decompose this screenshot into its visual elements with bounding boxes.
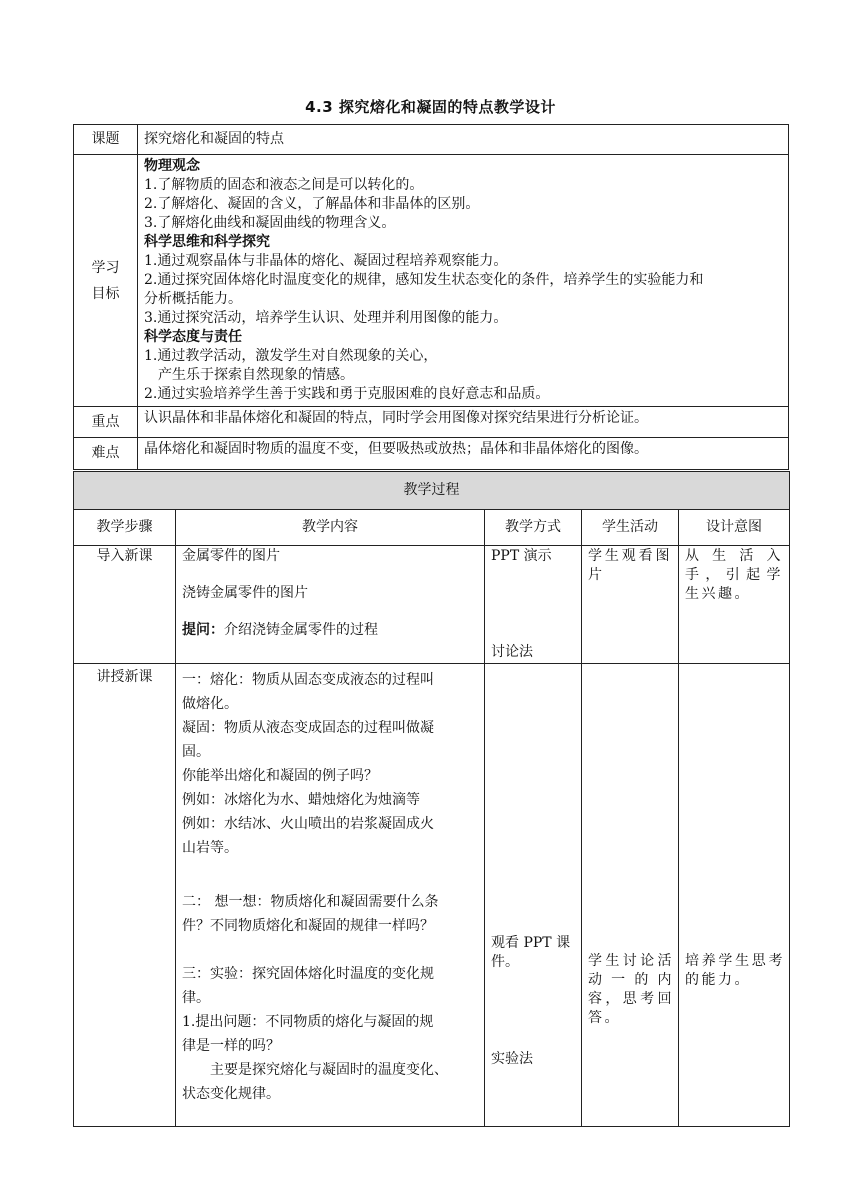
process-title: 教学过程	[74, 472, 790, 510]
objective-item: 1.通过教学活动，激发学生对自然现象的关心，	[144, 348, 438, 364]
intent-cell: 从生活入手，引起学生兴趣。	[679, 546, 790, 664]
method-cell	[485, 664, 582, 1127]
content-line: 二： 想一想：物质熔化和凝固需要什么条	[182, 894, 439, 910]
content-line: 浇铸金属零件的图片	[182, 585, 308, 601]
topic-value: 探究熔化和凝固的特点	[138, 125, 789, 155]
content-line: 做熔化。	[182, 696, 238, 712]
content-line: 件？不同物质熔化和凝固的规律一样吗？	[182, 918, 434, 934]
objective-item: 1.通过观察晶体与非晶体的熔化、凝固过程培养观察能力。	[144, 253, 508, 269]
activity-cell: 学生观看图片	[582, 546, 679, 664]
key-point-label: 重点	[74, 407, 138, 438]
page-title: 4.3 探究熔化和凝固的特点教学设计	[305, 98, 556, 116]
objective-item: 产生乐于探索自然现象的情感。	[158, 367, 354, 383]
content-line: 律是一样的吗？	[182, 1038, 280, 1054]
objective-item: 1.了解物质的固态和液态之间是可以转化的。	[144, 177, 424, 193]
question-line	[182, 621, 478, 640]
objective-heading: 科学态度与责任	[144, 329, 242, 345]
column-header: 教学方式	[485, 510, 582, 546]
objectives-label-line1: 学习	[91, 259, 120, 276]
question-label: 提问：	[182, 622, 224, 638]
objective-item: 2.通过探究固体熔化时温度变化的规律，感知发生状态变化的条件，培养学生的实验能力和	[144, 272, 704, 288]
content-line: 状态变化规律。	[182, 1086, 280, 1102]
activity-cell	[582, 664, 679, 1127]
method-cell	[485, 546, 582, 664]
objective-item: 2.通过实验培养学生善于实践和勇于克服困难的良好意志和品质。	[144, 386, 550, 402]
content-line: 金属零件的图片	[182, 548, 280, 564]
content-line: 例如：冰熔化为水、蜡烛熔化为烛滴等	[182, 792, 420, 808]
process-table	[73, 471, 790, 1127]
question-text: 介绍浇铸金属零件的过程	[224, 622, 378, 638]
content-line: 三：实验：探究固体熔化时温度的变化规	[182, 966, 434, 982]
info-table	[73, 124, 789, 470]
column-header: 教学步骤	[74, 510, 176, 546]
objective-item: 分析概括能力。	[144, 291, 242, 307]
method-line: PPT 演示	[491, 548, 552, 564]
content-cell	[176, 664, 485, 1127]
step-cell: 讲授新课	[74, 664, 176, 1127]
content-line: 山岩等。	[182, 840, 238, 856]
difficulty-label: 难点	[74, 438, 138, 470]
table-row	[74, 664, 790, 1127]
column-header: 设计意图	[679, 510, 790, 546]
key-point-value: 认识晶体和非晶体熔化和凝固的特点，同时学会用图像对探究结果进行分析论证。	[138, 407, 789, 438]
table-row	[74, 546, 790, 664]
objective-heading: 物理观念	[144, 158, 200, 174]
objectives-label	[74, 155, 138, 407]
content-line: 一：熔化：物质从固态变成液态的过程叫	[182, 672, 434, 688]
content-line: 主要是探究熔化与凝固时的温度变化、	[210, 1062, 448, 1078]
content-line: 你能举出熔化和凝固的例子吗？	[182, 768, 378, 784]
content-cell	[176, 546, 485, 664]
content-line: 例如：水结冰、火山喷出的岩浆凝固成火	[182, 816, 434, 832]
difficulty-value: 晶体熔化和凝固时物质的温度不变，但要吸热或放热；晶体和非晶体熔化的图像。	[138, 438, 789, 470]
method-line: 观看 PPT 课件。	[491, 935, 571, 970]
step-cell: 导入新课	[74, 546, 176, 664]
objective-item: 3.通过探究活动，培养学生认识、处理并利用图像的能力。	[144, 310, 508, 326]
column-header: 教学内容	[176, 510, 485, 546]
content-line: 1.提出问题：不同物质的熔化与凝固的规	[182, 1014, 434, 1030]
objective-item: 2.了解熔化、凝固的含义，了解晶体和非晶体的区别。	[144, 196, 480, 212]
objectives-label-line2: 目标	[91, 285, 120, 302]
content-line: 固。	[182, 744, 210, 760]
column-header: 学生活动	[582, 510, 679, 546]
objectives-content	[138, 155, 789, 407]
content-line: 律。	[182, 990, 210, 1006]
method-line: 讨论法	[491, 644, 533, 660]
objective-item: 3.了解熔化曲线和凝固曲线的物理含义。	[144, 215, 396, 231]
activity-text: 学生讨论活动一的内容，思考回答。	[588, 953, 674, 1026]
objective-heading: 科学思维和科学探究	[144, 234, 270, 250]
topic-label: 课题	[74, 125, 138, 155]
method-line: 实验法	[491, 1051, 533, 1067]
intent-text: 培养学生思考的能力。	[685, 953, 786, 988]
intent-cell	[679, 664, 790, 1127]
content-line: 凝固：物质从液态变成固态的过程叫做凝	[182, 720, 434, 736]
